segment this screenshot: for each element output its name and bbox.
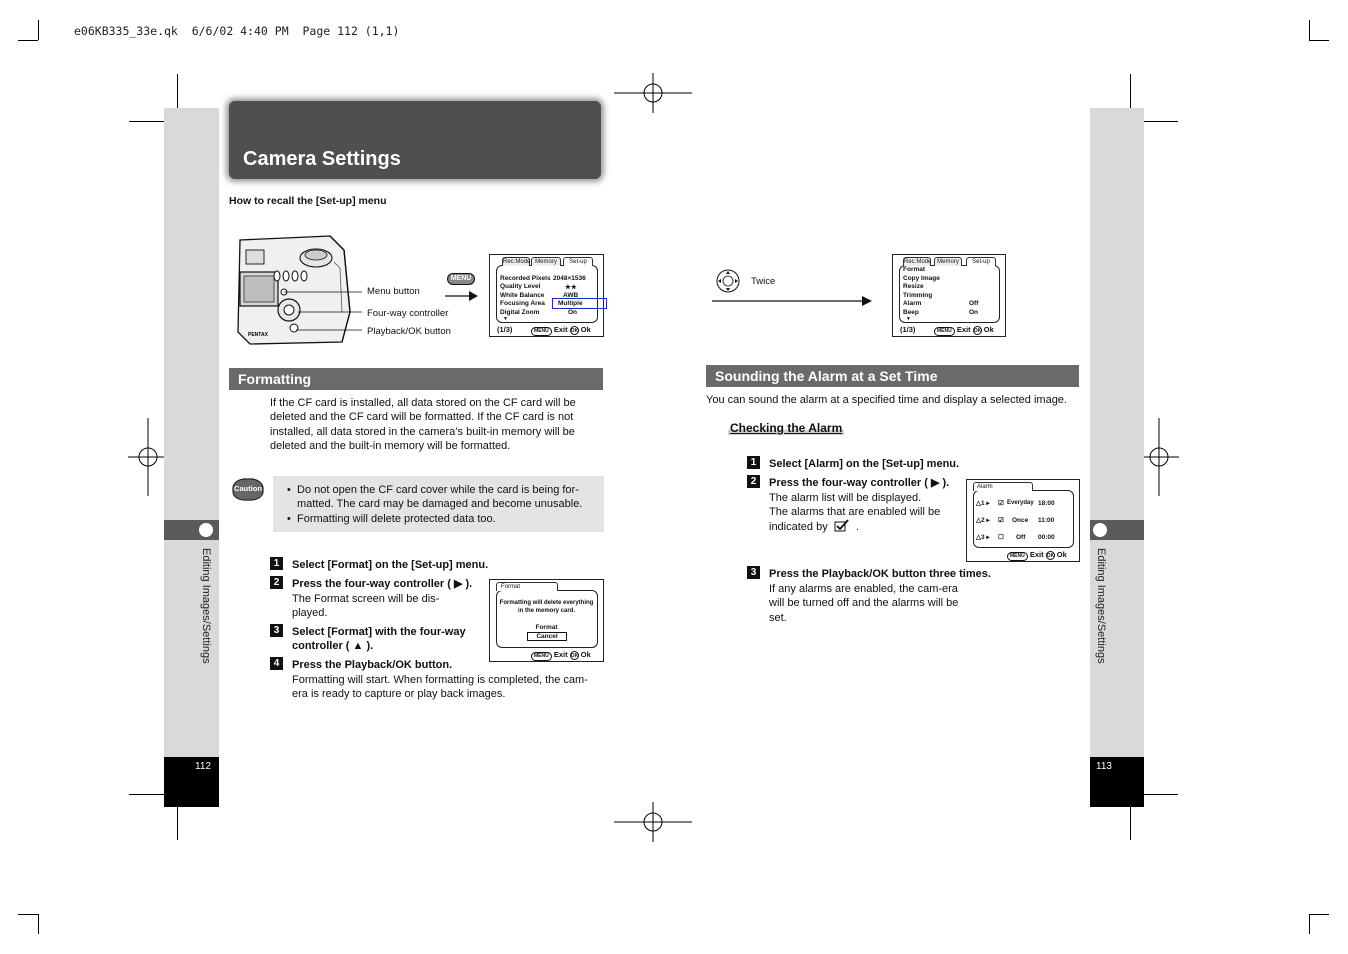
- trim-mark: [129, 794, 167, 795]
- svg-text:PENTAX: PENTAX: [248, 332, 268, 338]
- crop-mark: [38, 20, 39, 40]
- menu-row-value: On: [568, 309, 578, 316]
- camera-illustration: [232, 232, 362, 350]
- ok-label: Ok: [580, 650, 591, 659]
- menu-row-label: Format: [903, 266, 926, 273]
- step-title: Press the four-way controller ( ▶ ).: [292, 578, 473, 590]
- four-way-controller-label: Four-way controller: [367, 308, 449, 319]
- tab-setup: Set-up: [563, 257, 593, 266]
- registration-mark: [614, 802, 692, 842]
- alarm-checkbox-checked: ☑: [998, 517, 1004, 524]
- menu-row-value: 2048×1536: [553, 275, 586, 282]
- alarm-number: 2: [981, 517, 985, 524]
- alarm-mode: Off: [1016, 534, 1026, 541]
- alarm-mode: Once: [1012, 517, 1029, 524]
- trim-mark: [1130, 74, 1131, 108]
- step-number: 2: [747, 475, 760, 488]
- left-page-number: 112: [195, 761, 211, 772]
- scroll-down-icon: ▼: [503, 316, 508, 322]
- ok-pill-icon: OK: [1046, 553, 1055, 559]
- cancel-option-label: Cancel: [536, 633, 558, 640]
- step-desc: The alarm list will be displayed.: [769, 492, 922, 504]
- ok-label: Ok: [1056, 550, 1067, 559]
- step-number: 4: [270, 657, 283, 670]
- cancel-option: [527, 632, 567, 641]
- registration-mark: [614, 73, 692, 113]
- setup-menu-screen-alarm: [892, 254, 1006, 337]
- crop-mark: [18, 40, 38, 41]
- exit-label: Exit: [553, 325, 568, 334]
- crop-mark: [38, 914, 39, 934]
- alarm-number: 3: [981, 534, 985, 541]
- caution-badge-label: Caution: [234, 484, 262, 493]
- tab-setup: Set-up: [966, 257, 996, 266]
- menu-key-icon: [447, 273, 475, 285]
- alarm-list-screen: [966, 479, 1080, 562]
- step-title: Press the Playback/OK button.: [292, 659, 453, 671]
- caution-item: Do not open the CF card cover while the card is being for-matted. The card may be damaged and become unusable.: [297, 484, 583, 511]
- page-title-banner: [229, 101, 601, 179]
- menu-row-value: Off: [969, 300, 979, 307]
- checking-alarm-subheading: [728, 421, 844, 435]
- alarm-number: 1: [981, 500, 985, 507]
- menu-row-label: Beep: [903, 309, 919, 316]
- caution-item: Formatting will delete protected data too.: [297, 513, 496, 525]
- screen-footer: [531, 325, 591, 336]
- bell-icon: △: [976, 500, 981, 507]
- tab-alarm: Alarm: [973, 482, 1033, 491]
- long-right-arrow-icon: [712, 294, 874, 308]
- alarm-time: 00:00: [1038, 534, 1055, 541]
- menu-row-value: AWB: [563, 292, 579, 299]
- menu-row-label: Resize: [903, 283, 924, 290]
- ok-label: Ok: [580, 325, 591, 334]
- step-title: Press the Playback/OK button three times.: [769, 568, 991, 580]
- step-title: Select [Format] with the four-way controller ( ▲ ).: [292, 626, 466, 653]
- ok-label: Ok: [983, 325, 994, 334]
- page-title: Camera Settings: [243, 148, 401, 170]
- caution-bullet: •: [287, 513, 291, 525]
- step-number: 3: [270, 624, 283, 637]
- alarm-heading: Sounding the Alarm at a Set Time: [706, 365, 1079, 387]
- step-desc: Formatting will start. When formatting is completed, the cam-era is ready to capture or play back images.: [292, 674, 588, 701]
- left-chapter-dot: [197, 521, 215, 539]
- bell-icon: △: [976, 517, 981, 524]
- menu-row-label: Alarm: [903, 300, 922, 307]
- checkmark-icon: [834, 519, 850, 532]
- step-title: Select [Format] on the [Set-up] menu.: [292, 559, 489, 571]
- menu-row-value: On: [969, 309, 979, 316]
- step-desc-text: The alarms that are enabled will be indicated by: [769, 506, 941, 534]
- right-page-number: 113: [1096, 761, 1112, 772]
- format-message: Formatting will delete everything: [499, 600, 594, 606]
- bell-icon: △: [976, 534, 981, 541]
- step-number: 2: [270, 576, 283, 589]
- step-title: Press the four-way controller ( ▶ ).: [769, 477, 950, 489]
- alarm-row: △2 ▸: [976, 517, 990, 524]
- trim-mark: [177, 74, 178, 108]
- alarm-checkbox-empty: ☐: [998, 534, 1004, 541]
- trim-mark: [1140, 121, 1178, 122]
- menu-row-label: Digital Zoom: [500, 309, 540, 316]
- ok-pill-icon: OK: [973, 328, 982, 334]
- crop-mark: [1309, 40, 1329, 41]
- exit-label: Exit: [553, 650, 568, 659]
- alarm-row: △3 ▸: [976, 534, 990, 541]
- exit-label: Exit: [956, 325, 971, 334]
- format-option: Format: [535, 624, 558, 631]
- screen-footer: [531, 650, 591, 661]
- menu-row-value: ★★: [565, 284, 577, 291]
- checking-alarm-label: Checking the Alarm: [730, 421, 843, 435]
- ok-pill-icon: OK: [570, 328, 579, 334]
- alarm-time: 11:00: [1038, 517, 1055, 524]
- tab-memory: Memory: [934, 257, 962, 266]
- page-indicator: (1/3): [497, 325, 513, 334]
- menu-button-label: Menu button: [367, 286, 420, 297]
- step-number: 3: [747, 566, 760, 579]
- playback-ok-button-label: Playback/OK button: [367, 326, 451, 337]
- step-number: 1: [747, 456, 760, 469]
- crop-mark: [1309, 20, 1310, 40]
- menu-pill-icon: MENU: [934, 327, 955, 336]
- menu-row-label: Trimming: [903, 292, 933, 299]
- ok-pill-icon: OK: [570, 653, 579, 659]
- step-title: Select [Alarm] on the [Set-up] menu.: [769, 458, 960, 470]
- four-way-controller-icon: [715, 268, 741, 294]
- menu-pill-icon: MENU: [531, 327, 552, 336]
- menu-key-label: MENU: [450, 275, 472, 282]
- screen-footer: [1007, 550, 1067, 561]
- tab-memory: Memory: [531, 257, 561, 266]
- crop-mark: [18, 914, 38, 915]
- tab-rec-mode: Rec.Mode: [904, 259, 932, 265]
- trim-mark: [1140, 794, 1178, 795]
- alarm-mode: Everyday: [1007, 500, 1034, 506]
- menu-row-value: Multiple: [558, 300, 583, 307]
- print-slug: e06KB335_33e.qk 6/6/02 4:40 PM Page 112 (1,1): [74, 24, 400, 38]
- menu-row-label: Recorded Pixels: [500, 275, 551, 282]
- step-desc: [769, 505, 951, 535]
- registration-mark: [1139, 418, 1179, 496]
- menu-row-label: Copy Image: [903, 275, 940, 282]
- scroll-down-icon: ▼: [906, 316, 911, 322]
- tab-rec-mode: Rec.Mode: [503, 259, 531, 265]
- right-chapter-dot: [1091, 521, 1109, 539]
- trim-mark: [1130, 806, 1131, 840]
- setup-menu-screen: [489, 254, 604, 337]
- alarm-time: 18:00: [1038, 500, 1055, 507]
- crop-mark: [1309, 914, 1310, 934]
- tab-format: Format: [496, 582, 558, 591]
- page-indicator: (1/3): [900, 325, 916, 334]
- screen-footer: [934, 325, 994, 336]
- format-screen: [489, 579, 604, 662]
- menu-row-label: Focusing Area: [500, 300, 545, 307]
- format-message: in the memory card.: [517, 608, 576, 614]
- right-arrow-icon: [445, 289, 479, 303]
- trim-mark: [177, 806, 178, 840]
- recall-heading: How to recall the [Set-up] menu: [229, 195, 387, 207]
- registration-mark: [128, 418, 168, 496]
- step-desc: If any alarms are enabled, the cam-era will be turned off and the alarms will be set.: [769, 583, 959, 624]
- left-page-number-block: [164, 757, 219, 807]
- formatting-heading: Formatting: [229, 368, 603, 390]
- menu-pill-icon: MENU: [531, 652, 552, 661]
- alarm-checkbox-checked: ☑: [998, 500, 1004, 507]
- menu-row-label: Quality Level: [500, 283, 541, 290]
- crop-mark: [1309, 914, 1329, 915]
- twice-label: Twice: [751, 276, 776, 287]
- formatting-intro: If the CF card is installed, all data stored on the CF card will be deleted and the CF card will be formatted. If the CF card is not installed, all data stored in the camera’s built-in memory will be deleted and the built-in memory will be formatted.: [270, 397, 576, 453]
- step-number: 1: [270, 557, 283, 570]
- alarm-row: △1 ▸: [976, 500, 990, 507]
- right-page-number-block: [1090, 757, 1144, 807]
- caution-bullet: •: [287, 484, 291, 496]
- exit-label: Exit: [1029, 550, 1044, 559]
- left-side-label: Editing Images/Settings: [200, 548, 212, 664]
- menu-pill-icon: MENU: [1007, 552, 1028, 561]
- step-desc-end: .: [855, 521, 859, 534]
- menu-row-label: White Balance: [500, 292, 545, 299]
- right-side-label: Editing Images/Settings: [1095, 548, 1107, 664]
- step-desc: The Format screen will be dis-played.: [292, 593, 440, 620]
- alarm-intro: You can sound the alarm at a specified time and display a selected image.: [706, 394, 1067, 406]
- trim-mark: [129, 121, 167, 122]
